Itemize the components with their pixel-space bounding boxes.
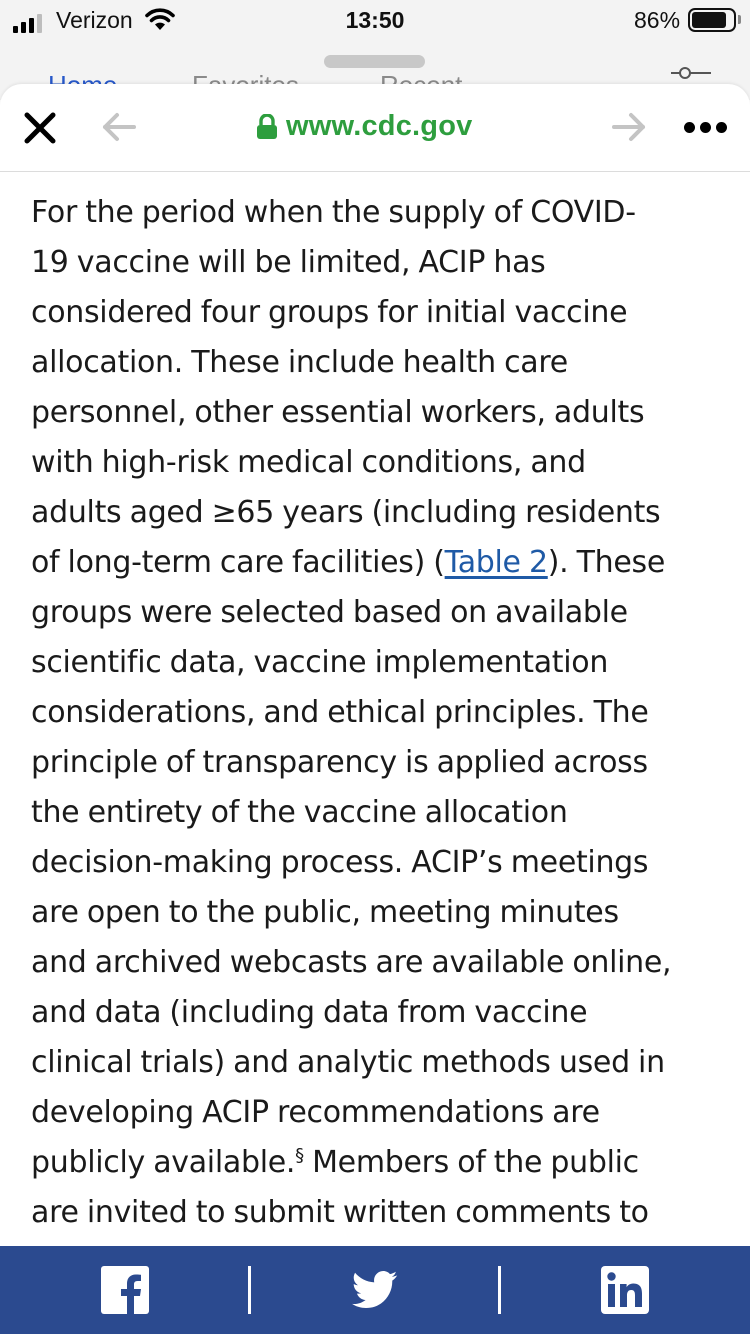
lock-icon [256, 114, 278, 140]
article-line [31, 688, 721, 738]
article-text: developing ACIP recommendations are [31, 1095, 600, 1130]
article-line [31, 238, 721, 288]
article-text: principle of transparency is applied across [31, 745, 648, 780]
article-text: groups were selected based on available [31, 595, 628, 630]
browser-sheet [0, 84, 750, 1334]
forward-arrow-icon[interactable] [610, 110, 648, 144]
article-text: and archived webcasts are available online, [31, 945, 672, 980]
article-line [31, 388, 721, 438]
article-text: Members of the public [303, 1145, 639, 1180]
article-line [31, 988, 721, 1038]
article-line [31, 888, 721, 938]
article-text: scientific data, vaccine implementation [31, 645, 609, 680]
article-text: decision-making process. ACIP’s meetings [31, 845, 649, 880]
article-text: are invited to submit written comments to [31, 1195, 649, 1230]
footnote-marker[interactable]: § [295, 1145, 304, 1166]
table-2-link[interactable]: Table 2 [444, 545, 548, 580]
article-line [31, 588, 721, 638]
article-line [31, 788, 721, 838]
article-line [31, 1188, 721, 1238]
article-line [31, 438, 721, 488]
browser-toolbar [0, 84, 750, 172]
article-text: the entirety of the vaccine allocation [31, 795, 568, 830]
article-line [31, 638, 721, 688]
back-arrow-icon[interactable] [100, 110, 138, 144]
address-bar[interactable] [256, 110, 472, 143]
article-body [31, 188, 721, 1238]
article-text: publicly available. [31, 1145, 296, 1180]
article-text: allocation. These include health care [31, 345, 568, 380]
article-line [31, 538, 721, 588]
article-text: 19 vaccine will be limited, ACIP has [31, 245, 546, 280]
linkedin-icon[interactable] [601, 1266, 649, 1314]
article-text: ). These [547, 545, 666, 580]
article-text: of long-term care facilities) ( [31, 545, 445, 580]
article-line [31, 738, 721, 788]
article-line [31, 838, 721, 888]
article-line [31, 1088, 721, 1138]
battery-tip [738, 15, 741, 24]
sheet-grabber[interactable] [324, 55, 425, 68]
share-divider [498, 1266, 501, 1314]
article-text: with high-risk medical conditions, and [31, 445, 586, 480]
carrier-name: Verizon [56, 7, 133, 33]
article-text: are open to the public, meeting minutes [31, 895, 619, 930]
social-share-bar [0, 1246, 750, 1334]
article-text: considerations, and ethical principles. The [31, 695, 649, 730]
battery-percent: 86% [634, 7, 681, 33]
battery-icon [688, 8, 736, 32]
toggle-icon [671, 66, 711, 80]
battery-fill [692, 12, 726, 28]
article-text: clinical trials) and analytic methods used in [31, 1045, 665, 1080]
article-text: considered four groups for initial vaccine [31, 295, 628, 330]
article-text: adults aged ≥65 years (including residents [31, 495, 661, 530]
more-options-icon[interactable] [684, 114, 734, 140]
url-text: www.cdc.gov [286, 110, 473, 142]
article-line [31, 1138, 721, 1188]
status-time: 13:50 [345, 7, 405, 33]
article-line [31, 488, 721, 538]
status-bar [0, 0, 750, 40]
article-line [31, 938, 721, 988]
article-text: For the period when the supply of COVID- [31, 195, 636, 230]
article-text: personnel, other essential workers, adults [31, 395, 645, 430]
twitter-icon[interactable] [352, 1270, 398, 1310]
close-icon[interactable] [20, 108, 60, 148]
article-line [31, 1038, 721, 1088]
article-text: and data (including data from vaccine [31, 995, 588, 1030]
article-line [31, 338, 721, 388]
article-line [31, 188, 721, 238]
facebook-icon[interactable] [101, 1266, 149, 1314]
article-line [31, 288, 721, 338]
share-divider [248, 1266, 251, 1314]
